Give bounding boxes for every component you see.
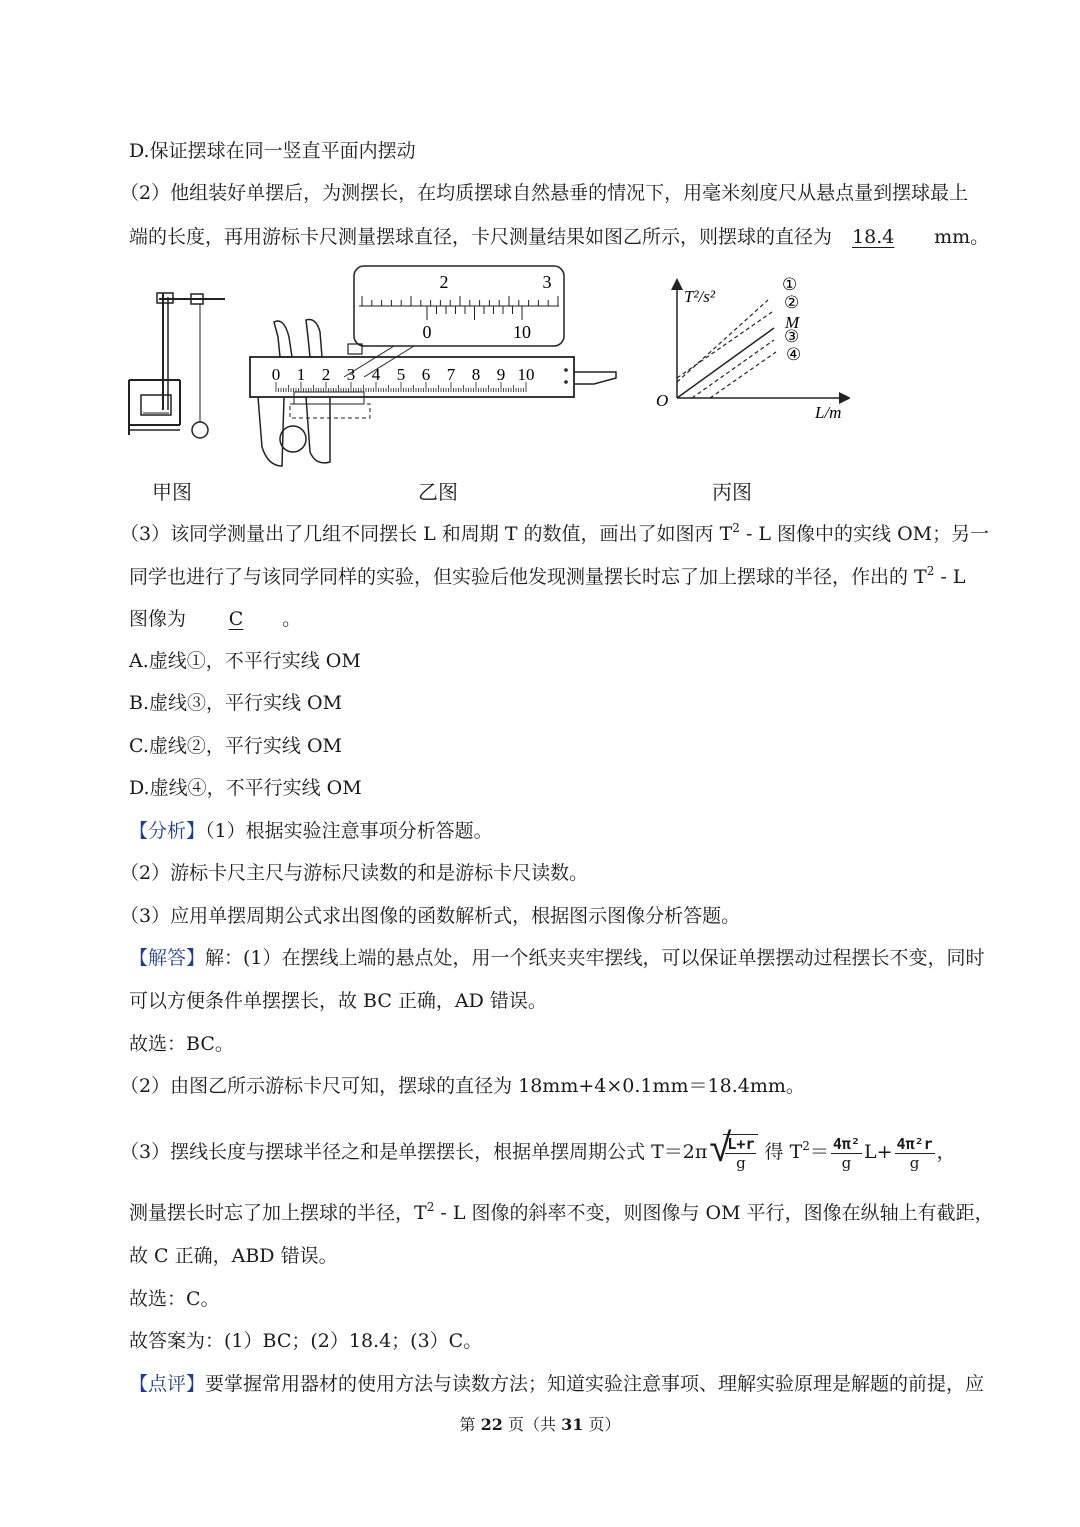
answer-line5 — [120, 1125, 956, 1172]
figure-jia — [125, 285, 235, 450]
comment-tag: 【点评】 — [129, 1373, 206, 1395]
answer-text1: 解：(1）在摆线上端的悬点处，用一个纸夹夹牢摆线，可以保证单摆摆动过程摆长不变，同时 — [205, 947, 985, 969]
q3-line1 — [120, 521, 989, 547]
graph-origin: O — [656, 391, 669, 410]
graph-label-2: ② — [784, 293, 800, 312]
q3-line2 — [129, 564, 965, 590]
eq-sign: ＝ — [809, 1141, 829, 1163]
analysis-line3: （3）应用单摆周期公式求出图像的函数解析式，根据图示图像分析答题。 — [120, 905, 741, 927]
footer-mid: 页（共 — [507, 1415, 556, 1434]
frac2-num: 4π²r — [896, 1134, 933, 1153]
zoom-label-3: 3 — [542, 272, 552, 292]
footer-page: 22 — [480, 1415, 503, 1434]
q3-text-e: 图像为 — [129, 608, 187, 630]
comment-line1 — [129, 1371, 984, 1397]
frac1-den: g — [841, 1153, 852, 1172]
analysis-tag: 【分析】 — [129, 820, 206, 842]
answer-tag: 【解答】 — [129, 947, 206, 969]
option-d: D.虚线④，不平行实线 OM — [129, 777, 362, 799]
footer-pre: 第 — [459, 1415, 476, 1434]
q2-line2 — [129, 224, 989, 250]
caption-jia: 甲图 — [152, 480, 192, 504]
main-scale-label: 3 — [346, 365, 356, 384]
option-c: C.虚线②，平行实线 OM — [129, 735, 342, 757]
sup-2d: 2 — [426, 1200, 435, 1214]
answer-line9: 故答案为：(1）BC；(2）18.4；(3）C。 — [129, 1330, 483, 1352]
option-b: B.虚线③，平行实线 OM — [129, 692, 343, 714]
answer-text5d: ， — [936, 1141, 956, 1163]
comment-text1: 要掌握常用器材的使用方法与读数方法；知道实验注意事项、理解实验原理是解题的前提，应 — [205, 1373, 985, 1395]
main-scale-label: 0 — [271, 365, 281, 384]
page-footer — [0, 1412, 1080, 1435]
graph-x-label: L/m — [815, 403, 842, 422]
answer-text6a: 测量摆长时忘了加上摆球的半径，T — [129, 1202, 427, 1224]
sqrt-den: g — [736, 1154, 746, 1172]
q3-text-b: - L 图像中的实线 OM；另一 — [739, 523, 990, 545]
answer-line2: 可以方便条件单摆摆长，故 BC 正确，AD 错误。 — [129, 990, 547, 1012]
sup-2c: 2 — [802, 1139, 810, 1153]
main-scale-label: 5 — [396, 365, 406, 384]
graph-label-1: ① — [782, 275, 798, 294]
analysis-line1 — [129, 818, 493, 844]
footer-total: 31 — [561, 1415, 584, 1434]
zoom-label-2: 2 — [439, 272, 449, 292]
caption-bing: 丙图 — [712, 480, 752, 504]
figure-yi — [244, 262, 624, 477]
graph-label-M: M — [785, 313, 800, 332]
graph-label-4: ④ — [786, 345, 802, 364]
caption-yi: 乙图 — [418, 480, 458, 504]
main-scale-label: 10 — [517, 365, 535, 384]
main-scale-label: 6 — [421, 365, 431, 384]
main-scale-labels — [272, 365, 535, 384]
footer-post: 页） — [588, 1415, 621, 1434]
analysis-text1: （1）根据实验注意事项分析答题。 — [205, 820, 493, 842]
q2-unit: mm。 — [934, 226, 990, 248]
q3-text-d: - L — [934, 566, 966, 588]
q3-text-c: 同学也进行了与该同学同样的实验，但实验后他发现测量摆长时忘了加上摆球的半径，作出的 T — [129, 566, 927, 588]
sqrt-icon: √ — [709, 1125, 732, 1171]
answer-line8: 故选：C。 — [129, 1288, 220, 1310]
q3-text-a: （3）该同学测量出了几组不同摆长 L 和周期 T 的数值，画出了如图丙 T — [120, 523, 733, 545]
q2-text: 端的长度，再用游标卡尺测量摆球直径，卡尺测量结果如图乙所示，则摆球的直径为 — [129, 226, 833, 248]
main-scale-label: 1 — [296, 365, 306, 384]
sup-2: 2 — [732, 521, 740, 535]
answer-line1 — [129, 945, 985, 971]
figure-bing — [650, 270, 850, 435]
sqrt-num: L+r — [727, 1135, 755, 1153]
frac2-den: g — [909, 1153, 920, 1172]
main-scale-label: 8 — [471, 365, 481, 384]
option-a: A.虚线①，不平行实线 OM — [129, 650, 361, 672]
answer-text5b: 得 T — [764, 1141, 803, 1163]
answer-text6b: - L 图像的斜率不变，则图像与 OM 平行，图像在纵轴上有截距， — [434, 1202, 994, 1224]
q3-line3 — [129, 606, 301, 632]
answer-text5: （3）摆线长度与摆球半径之和是单摆摆长，根据单摆周期公式 T＝2π — [120, 1141, 708, 1163]
graph-y-label: T²/s² — [684, 287, 715, 306]
frac1-num: 4π² — [832, 1134, 860, 1153]
zoom-label-10: 10 — [513, 322, 531, 342]
answer-line3: 故选：BC。 — [129, 1033, 234, 1055]
option-d-prev: D.保证摆球在同一竖直平面内摆动 — [129, 140, 416, 162]
zoom-label-0: 0 — [422, 322, 432, 342]
graph-label-3: ③ — [784, 327, 800, 346]
answer-text5c: L+ — [864, 1141, 893, 1163]
main-scale-label: 4 — [371, 365, 381, 384]
q3-text-f: 。 — [282, 608, 302, 630]
sup-2b: 2 — [926, 564, 935, 578]
main-scale-label: 9 — [496, 365, 506, 384]
analysis-line2: （2）游标卡尺主尺与游标尺读数的和是游标卡尺读数。 — [120, 862, 589, 884]
q3-answer-blank: C — [228, 608, 244, 630]
sqrt-expr — [709, 1125, 758, 1172]
answer-line6 — [129, 1200, 994, 1226]
main-scale-label: 7 — [446, 365, 456, 384]
q2-answer-blank: 18.4 — [852, 226, 895, 248]
main-scale-label: 2 — [321, 365, 331, 384]
q2-line1: （2）他组装好单摆后，为测摆长，在均质摆球自然悬垂的情况下，用毫米刻度尺从悬点量到摆球最上 — [120, 182, 969, 204]
answer-line4: （2）由图乙所示游标卡尺可知，摆球的直径为 18mm+4×0.1mm＝18.4mm。 — [120, 1075, 805, 1097]
answer-line7: 故 C 正确，ABD 错误。 — [129, 1245, 338, 1267]
